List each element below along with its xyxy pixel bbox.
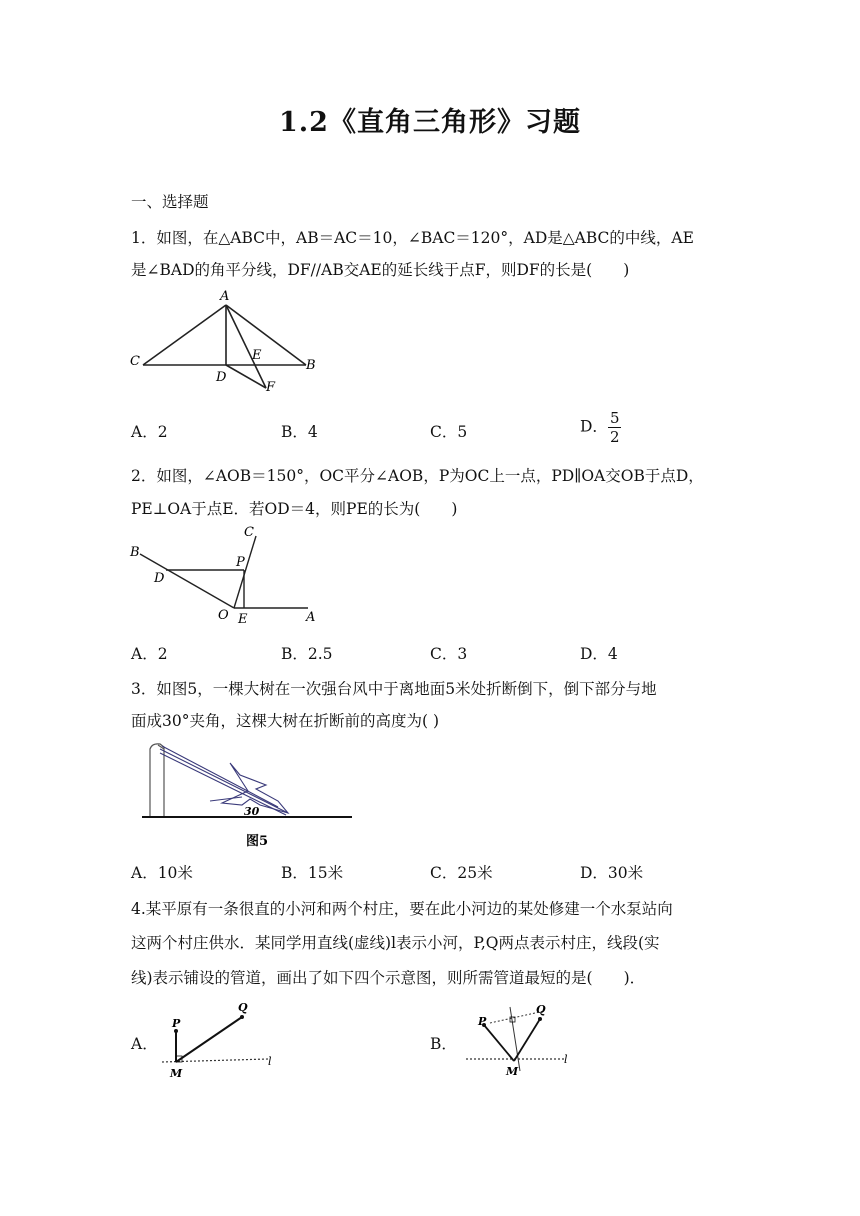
q1-label-a: A	[220, 289, 230, 304]
q2-label-p: P	[236, 555, 245, 570]
q4-figure-b	[464, 997, 584, 1081]
fraction-numerator: 5	[609, 409, 620, 427]
q1-label-f: F	[266, 380, 276, 395]
q1-option-b: B．4	[281, 423, 318, 441]
q1-option-a: A．2	[131, 423, 168, 441]
q4-option-b: B．	[430, 1035, 457, 1053]
q4a-label-l: l	[268, 1055, 272, 1068]
q2-option-b: B．2.5	[281, 645, 333, 663]
fraction-denominator: 2	[609, 428, 620, 446]
q4a-label-p: P	[172, 1017, 181, 1030]
q3-option-a: A．10米	[131, 864, 193, 882]
q2-text-line2: PE⊥OA于点E．若OD＝4，则PE的长为( )	[131, 500, 458, 518]
q3-figure	[138, 735, 356, 853]
q1-label-b: B	[306, 358, 316, 373]
q2-figure	[126, 524, 326, 630]
q3-text-line2: 面成30°夹角，这棵大树在折断前的高度为( )	[131, 712, 439, 730]
q4b-label-l: l	[564, 1053, 568, 1066]
q1-text-line2: 是∠BAD的角平分线，DF//AB交AE的延长线于点F，则DF的长是( )	[131, 261, 630, 279]
q2-text-line1: 2．如图，∠AOB＝150°，OC平分∠AOB，P为OC上一点，PD∥OA交OB于点D，	[131, 467, 704, 485]
q3-figure-caption: 图5	[246, 834, 269, 849]
q3-text-line1: 3．如图5，一棵大树在一次强台风中于离地面5米处折断倒下，倒下部分与地	[131, 680, 657, 698]
page-title: 1.2《直角三角形》习题	[279, 107, 581, 138]
q1-option-c: C．5	[430, 423, 468, 441]
q1-figure	[126, 285, 326, 395]
q1-text-line1: 1．如图，在△ABC中，AB＝AC＝10，∠BAC＝120°，AD是△ABC的中线，AE	[131, 229, 694, 247]
q1-option-d-prefix: D．	[580, 417, 608, 436]
q2-label-d: D	[154, 571, 165, 586]
q4-text-line3: 线)表示铺设的管道，画出了如下四个示意图，则所需管道最短的是( )．	[131, 969, 646, 987]
q1-label-d: D	[216, 370, 227, 385]
q2-option-c: C．3	[430, 645, 468, 663]
q4-text-line2: 这两个村庄供水．某同学用直线(虚线)l表示小河，P,Q两点表示村庄，线段(实	[131, 934, 660, 952]
q4b-label-m: M	[506, 1065, 519, 1078]
q2-label-b: B	[130, 545, 140, 560]
q3-option-d: D．30米	[580, 864, 644, 882]
q1-option-d	[580, 409, 621, 446]
q4b-label-q: Q	[536, 1003, 546, 1016]
q2-label-o: O	[218, 608, 229, 623]
q4-text-line1: 4.某平原有一条很直的小河和两个村庄，要在此小河边的某处修建一个水泵站向	[131, 900, 673, 918]
q4a-label-q: Q	[238, 1001, 248, 1014]
q2-label-c: C	[244, 525, 254, 540]
q1-label-c: C	[130, 354, 140, 369]
q2-label-a: A	[306, 610, 316, 625]
q4b-label-p: P	[478, 1015, 487, 1028]
q3-option-c: C．25米	[430, 864, 493, 882]
q1-option-d-fraction	[608, 409, 622, 446]
q2-label-e: E	[238, 612, 248, 627]
q2-option-a: A．2	[131, 645, 168, 663]
q2-option-d: D．4	[580, 645, 618, 663]
q4a-label-m: M	[170, 1067, 183, 1080]
q1-label-e: E	[252, 348, 262, 363]
section-heading: 一、选择题	[131, 193, 209, 211]
q4-figure-a	[160, 997, 285, 1081]
q4-option-a: A．	[131, 1035, 158, 1053]
q3-angle-label: 30	[244, 805, 260, 818]
q3-option-b: B．15米	[281, 864, 344, 882]
